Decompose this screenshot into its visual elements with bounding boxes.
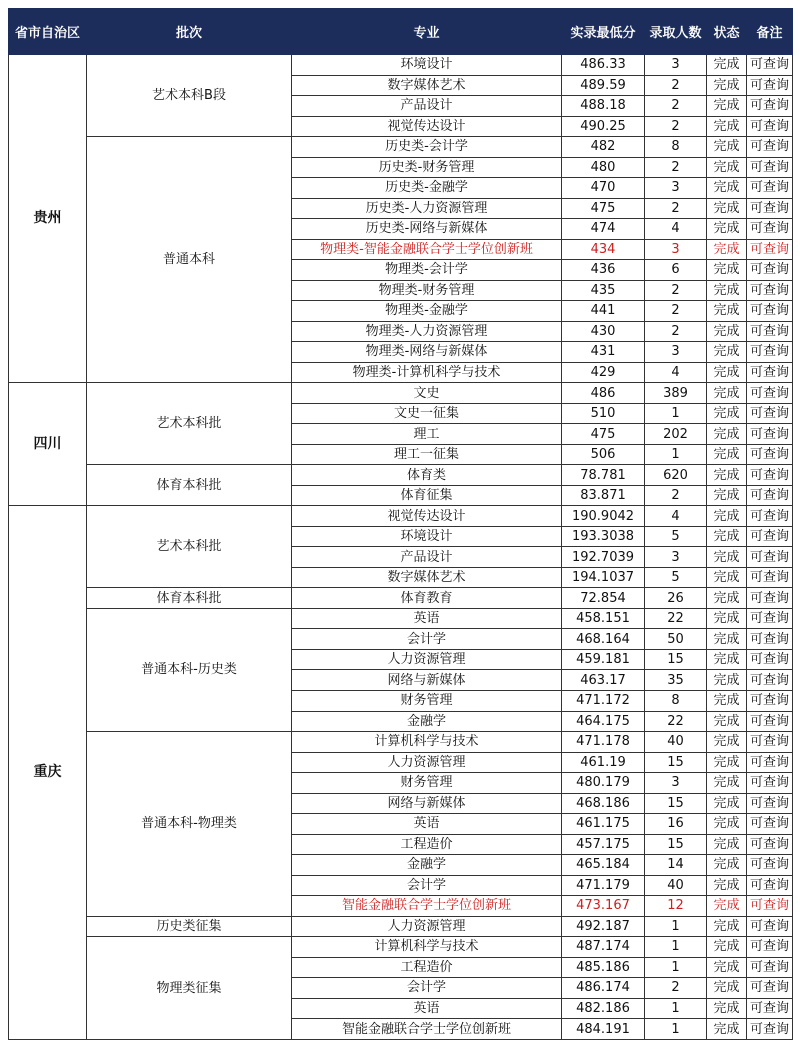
status-cell: 完成: [707, 588, 747, 609]
status-cell: 完成: [707, 526, 747, 547]
status-cell: 完成: [707, 383, 747, 404]
status-cell: 完成: [707, 711, 747, 732]
note-cell: 可查询: [747, 957, 793, 978]
status-cell: 完成: [707, 567, 747, 588]
admitted-count-cell: 3: [645, 342, 707, 363]
min-score-cell: 475: [562, 424, 645, 445]
batch-cell: 普通本科: [87, 137, 292, 383]
note-cell: 可查询: [747, 567, 793, 588]
note-cell: 可查询: [747, 732, 793, 753]
admitted-count-cell: 389: [645, 383, 707, 404]
major-cell: 体育类: [292, 465, 562, 486]
admitted-count-cell: 8: [645, 137, 707, 158]
batch-cell: 艺术本科B段: [87, 55, 292, 137]
note-cell: 可查询: [747, 198, 793, 219]
min-score-cell: 434: [562, 239, 645, 260]
min-score-cell: 471.172: [562, 690, 645, 711]
min-score-cell: 435: [562, 280, 645, 301]
table-row: [9, 55, 793, 76]
min-score-cell: 457.175: [562, 834, 645, 855]
status-cell: 完成: [707, 75, 747, 96]
min-score-cell: 193.3038: [562, 526, 645, 547]
major-cell: 会计学: [292, 875, 562, 896]
note-cell: 可查询: [747, 855, 793, 876]
status-cell: 完成: [707, 239, 747, 260]
min-score-cell: 430: [562, 321, 645, 342]
major-cell: 物理类-会计学: [292, 260, 562, 281]
major-cell: 历史类-金融学: [292, 178, 562, 199]
note-cell: 可查询: [747, 301, 793, 322]
note-cell: 可查询: [747, 793, 793, 814]
min-score-cell: 486: [562, 383, 645, 404]
status-cell: 完成: [707, 998, 747, 1019]
batch-cell: 艺术本科批: [87, 383, 292, 465]
note-cell: 可查询: [747, 649, 793, 670]
major-cell: 会计学: [292, 629, 562, 650]
min-score-cell: 459.181: [562, 649, 645, 670]
major-cell: 物理类-财务管理: [292, 280, 562, 301]
note-cell: 可查询: [747, 342, 793, 363]
major-cell: 历史类-会计学: [292, 137, 562, 158]
major-cell: 人力资源管理: [292, 649, 562, 670]
status-cell: 完成: [707, 55, 747, 76]
note-cell: 可查询: [747, 1019, 793, 1040]
status-cell: 完成: [707, 608, 747, 629]
note-cell: 可查询: [747, 670, 793, 691]
batch-cell: 普通本科-物理类: [87, 732, 292, 917]
note-cell: 可查询: [747, 321, 793, 342]
admitted-count-cell: 1: [645, 444, 707, 465]
min-score-cell: 461.19: [562, 752, 645, 773]
major-cell: 视觉传达设计: [292, 116, 562, 137]
admitted-count-cell: 4: [645, 219, 707, 240]
admitted-count-cell: 1: [645, 916, 707, 937]
min-score-cell: 471.179: [562, 875, 645, 896]
admitted-count-cell: 15: [645, 752, 707, 773]
status-cell: 完成: [707, 219, 747, 240]
major-cell: 历史类-财务管理: [292, 157, 562, 178]
major-cell: 产品设计: [292, 547, 562, 568]
table-row: [9, 137, 793, 158]
status-cell: 完成: [707, 957, 747, 978]
table-body: [9, 55, 793, 1040]
note-cell: 可查询: [747, 506, 793, 527]
major-cell: 工程造价: [292, 957, 562, 978]
major-cell: 数字媒体艺术: [292, 75, 562, 96]
major-cell: 工程造价: [292, 834, 562, 855]
major-cell: 金融学: [292, 855, 562, 876]
note-cell: 可查询: [747, 260, 793, 281]
status-cell: 完成: [707, 793, 747, 814]
min-score-cell: 506: [562, 444, 645, 465]
min-score-cell: 431: [562, 342, 645, 363]
note-cell: 可查询: [747, 814, 793, 835]
status-cell: 完成: [707, 814, 747, 835]
major-cell: 理工: [292, 424, 562, 445]
major-cell: 智能金融联合学士学位创新班: [292, 896, 562, 917]
major-cell: 财务管理: [292, 773, 562, 794]
admitted-count-cell: 2: [645, 75, 707, 96]
major-cell: 产品设计: [292, 96, 562, 117]
note-cell: 可查询: [747, 137, 793, 158]
major-cell: 网络与新媒体: [292, 670, 562, 691]
admitted-count-cell: 3: [645, 547, 707, 568]
min-score-cell: 461.175: [562, 814, 645, 835]
note-cell: 可查询: [747, 280, 793, 301]
note-cell: 可查询: [747, 178, 793, 199]
major-cell: 物理类-网络与新媒体: [292, 342, 562, 363]
admitted-count-cell: 3: [645, 239, 707, 260]
note-cell: 可查询: [747, 526, 793, 547]
note-cell: 可查询: [747, 937, 793, 958]
status-cell: 完成: [707, 444, 747, 465]
min-score-cell: 473.167: [562, 896, 645, 917]
note-cell: 可查询: [747, 362, 793, 383]
note-cell: 可查询: [747, 875, 793, 896]
min-score-cell: 474: [562, 219, 645, 240]
min-score-cell: 480: [562, 157, 645, 178]
major-cell: 物理类-金融学: [292, 301, 562, 322]
status-cell: 完成: [707, 834, 747, 855]
min-score-cell: 468.186: [562, 793, 645, 814]
status-cell: 完成: [707, 260, 747, 281]
min-score-cell: 488.18: [562, 96, 645, 117]
admitted-count-cell: 40: [645, 875, 707, 896]
min-score-cell: 470: [562, 178, 645, 199]
batch-cell: 艺术本科批: [87, 506, 292, 588]
min-score-cell: 485.186: [562, 957, 645, 978]
admitted-count-cell: 202: [645, 424, 707, 445]
status-cell: 完成: [707, 342, 747, 363]
note-cell: 可查询: [747, 608, 793, 629]
min-score-cell: 436: [562, 260, 645, 281]
batch-cell: 物理类征集: [87, 937, 292, 1040]
table-row: [9, 916, 793, 937]
min-score-cell: 484.191: [562, 1019, 645, 1040]
min-score-cell: 441: [562, 301, 645, 322]
min-score-cell: 463.17: [562, 670, 645, 691]
batch-cell: 历史类征集: [87, 916, 292, 937]
major-cell: 英语: [292, 608, 562, 629]
major-cell: 物理类-智能金融联合学士学位创新班: [292, 239, 562, 260]
major-cell: 财务管理: [292, 690, 562, 711]
status-cell: 完成: [707, 301, 747, 322]
note-cell: 可查询: [747, 834, 793, 855]
min-score-cell: 458.151: [562, 608, 645, 629]
min-score-cell: 482.186: [562, 998, 645, 1019]
admitted-count-cell: 16: [645, 814, 707, 835]
status-cell: 完成: [707, 116, 747, 137]
admitted-count-cell: 2: [645, 321, 707, 342]
major-cell: 人力资源管理: [292, 752, 562, 773]
status-cell: 完成: [707, 157, 747, 178]
status-cell: 完成: [707, 403, 747, 424]
header-min-score: 实录最低分: [562, 9, 645, 55]
admitted-count-cell: 12: [645, 896, 707, 917]
min-score-cell: 72.854: [562, 588, 645, 609]
major-cell: 文史: [292, 383, 562, 404]
status-cell: 完成: [707, 178, 747, 199]
note-cell: 可查询: [747, 116, 793, 137]
min-score-cell: 194.1037: [562, 567, 645, 588]
admitted-count-cell: 5: [645, 526, 707, 547]
min-score-cell: 471.178: [562, 732, 645, 753]
admitted-count-cell: 3: [645, 55, 707, 76]
note-cell: 可查询: [747, 444, 793, 465]
province-cell: 重庆: [9, 506, 87, 1040]
status-cell: 完成: [707, 629, 747, 650]
min-score-cell: 475: [562, 198, 645, 219]
major-cell: 金融学: [292, 711, 562, 732]
min-score-cell: 487.174: [562, 937, 645, 958]
batch-cell: 体育本科批: [87, 465, 292, 506]
admitted-count-cell: 40: [645, 732, 707, 753]
admitted-count-cell: 2: [645, 116, 707, 137]
admitted-count-cell: 15: [645, 793, 707, 814]
status-cell: 完成: [707, 321, 747, 342]
status-cell: 完成: [707, 732, 747, 753]
major-cell: 体育征集: [292, 485, 562, 506]
admitted-count-cell: 22: [645, 711, 707, 732]
min-score-cell: 490.25: [562, 116, 645, 137]
admission-table: [8, 8, 793, 1040]
major-cell: 环境设计: [292, 526, 562, 547]
major-cell: 环境设计: [292, 55, 562, 76]
admitted-count-cell: 1: [645, 403, 707, 424]
status-cell: 完成: [707, 649, 747, 670]
admitted-count-cell: 2: [645, 96, 707, 117]
table-row: [9, 732, 793, 753]
note-cell: 可查询: [747, 588, 793, 609]
admitted-count-cell: 26: [645, 588, 707, 609]
admitted-count-cell: 1: [645, 998, 707, 1019]
header-status: 状态: [707, 9, 747, 55]
min-score-cell: 492.187: [562, 916, 645, 937]
status-cell: 完成: [707, 198, 747, 219]
admitted-count-cell: 4: [645, 362, 707, 383]
status-cell: 完成: [707, 855, 747, 876]
note-cell: 可查询: [747, 978, 793, 999]
min-score-cell: 468.164: [562, 629, 645, 650]
header-row: [9, 9, 793, 55]
header-major: 专业: [292, 9, 562, 55]
header-batch: 批次: [87, 9, 292, 55]
status-cell: 完成: [707, 773, 747, 794]
note-cell: 可查询: [747, 773, 793, 794]
note-cell: 可查询: [747, 752, 793, 773]
batch-cell: 普通本科-历史类: [87, 608, 292, 731]
note-cell: 可查询: [747, 157, 793, 178]
major-cell: 物理类-计算机科学与技术: [292, 362, 562, 383]
min-score-cell: 429: [562, 362, 645, 383]
admitted-count-cell: 2: [645, 280, 707, 301]
status-cell: 完成: [707, 670, 747, 691]
note-cell: 可查询: [747, 711, 793, 732]
note-cell: 可查询: [747, 383, 793, 404]
status-cell: 完成: [707, 752, 747, 773]
admitted-count-cell: 1: [645, 957, 707, 978]
major-cell: 人力资源管理: [292, 916, 562, 937]
header-admitted-count: 录取人数: [645, 9, 707, 55]
status-cell: 完成: [707, 916, 747, 937]
admitted-count-cell: 1: [645, 1019, 707, 1040]
status-cell: 完成: [707, 424, 747, 445]
admitted-count-cell: 1: [645, 937, 707, 958]
note-cell: 可查询: [747, 896, 793, 917]
major-cell: 物理类-人力资源管理: [292, 321, 562, 342]
status-cell: 完成: [707, 690, 747, 711]
major-cell: 计算机科学与技术: [292, 937, 562, 958]
note-cell: 可查询: [747, 547, 793, 568]
min-score-cell: 190.9042: [562, 506, 645, 527]
min-score-cell: 464.175: [562, 711, 645, 732]
major-cell: 网络与新媒体: [292, 793, 562, 814]
min-score-cell: 192.7039: [562, 547, 645, 568]
note-cell: 可查询: [747, 465, 793, 486]
status-cell: 完成: [707, 1019, 747, 1040]
note-cell: 可查询: [747, 424, 793, 445]
status-cell: 完成: [707, 506, 747, 527]
major-cell: 历史类-网络与新媒体: [292, 219, 562, 240]
table-header: [9, 9, 793, 55]
admitted-count-cell: 3: [645, 773, 707, 794]
note-cell: 可查询: [747, 239, 793, 260]
admitted-count-cell: 2: [645, 485, 707, 506]
status-cell: 完成: [707, 547, 747, 568]
admitted-count-cell: 14: [645, 855, 707, 876]
table-row: [9, 383, 793, 404]
min-score-cell: 480.179: [562, 773, 645, 794]
table-row: [9, 937, 793, 958]
admitted-count-cell: 2: [645, 978, 707, 999]
major-cell: 会计学: [292, 978, 562, 999]
status-cell: 完成: [707, 937, 747, 958]
status-cell: 完成: [707, 485, 747, 506]
admitted-count-cell: 6: [645, 260, 707, 281]
note-cell: 可查询: [747, 55, 793, 76]
admitted-count-cell: 3: [645, 178, 707, 199]
major-cell: 视觉传达设计: [292, 506, 562, 527]
table-row: [9, 506, 793, 527]
status-cell: 完成: [707, 978, 747, 999]
min-score-cell: 83.871: [562, 485, 645, 506]
admitted-count-cell: 15: [645, 649, 707, 670]
admitted-count-cell: 15: [645, 834, 707, 855]
note-cell: 可查询: [747, 629, 793, 650]
min-score-cell: 482: [562, 137, 645, 158]
major-cell: 智能金融联合学士学位创新班: [292, 1019, 562, 1040]
min-score-cell: 486.33: [562, 55, 645, 76]
admitted-count-cell: 2: [645, 301, 707, 322]
status-cell: 完成: [707, 362, 747, 383]
note-cell: 可查询: [747, 75, 793, 96]
note-cell: 可查询: [747, 916, 793, 937]
major-cell: 计算机科学与技术: [292, 732, 562, 753]
major-cell: 数字媒体艺术: [292, 567, 562, 588]
min-score-cell: 489.59: [562, 75, 645, 96]
note-cell: 可查询: [747, 96, 793, 117]
status-cell: 完成: [707, 896, 747, 917]
status-cell: 完成: [707, 875, 747, 896]
status-cell: 完成: [707, 280, 747, 301]
major-cell: 文史一征集: [292, 403, 562, 424]
min-score-cell: 486.174: [562, 978, 645, 999]
major-cell: 历史类-人力资源管理: [292, 198, 562, 219]
header-province: 省市自治区: [9, 9, 87, 55]
major-cell: 理工一征集: [292, 444, 562, 465]
status-cell: 完成: [707, 465, 747, 486]
admitted-count-cell: 2: [645, 198, 707, 219]
major-cell: 英语: [292, 814, 562, 835]
note-cell: 可查询: [747, 998, 793, 1019]
note-cell: 可查询: [747, 690, 793, 711]
status-cell: 完成: [707, 96, 747, 117]
table-row: [9, 588, 793, 609]
status-cell: 完成: [707, 137, 747, 158]
min-score-cell: 465.184: [562, 855, 645, 876]
admitted-count-cell: 8: [645, 690, 707, 711]
min-score-cell: 78.781: [562, 465, 645, 486]
batch-cell: 体育本科批: [87, 588, 292, 609]
major-cell: 体育教育: [292, 588, 562, 609]
table-row: [9, 465, 793, 486]
major-cell: 英语: [292, 998, 562, 1019]
note-cell: 可查询: [747, 403, 793, 424]
admitted-count-cell: 4: [645, 506, 707, 527]
note-cell: 可查询: [747, 219, 793, 240]
admitted-count-cell: 620: [645, 465, 707, 486]
header-note: 备注: [747, 9, 793, 55]
table-row: [9, 608, 793, 629]
admitted-count-cell: 2: [645, 157, 707, 178]
admitted-count-cell: 35: [645, 670, 707, 691]
note-cell: 可查询: [747, 485, 793, 506]
admitted-count-cell: 50: [645, 629, 707, 650]
province-cell: 四川: [9, 383, 87, 506]
admitted-count-cell: 5: [645, 567, 707, 588]
province-cell: 贵州: [9, 55, 87, 383]
admitted-count-cell: 22: [645, 608, 707, 629]
min-score-cell: 510: [562, 403, 645, 424]
